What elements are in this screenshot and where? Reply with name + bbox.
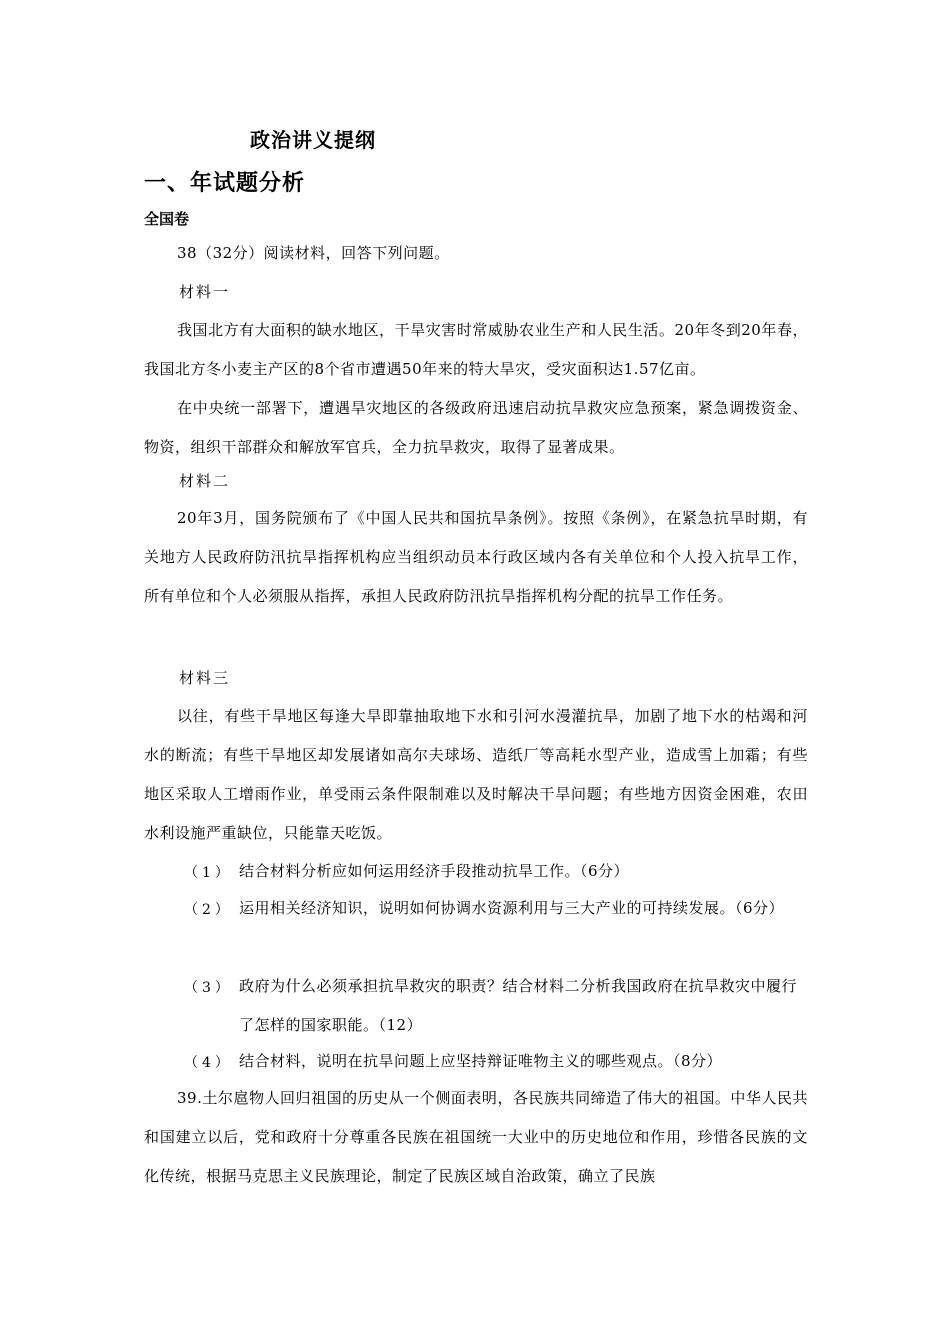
- material-1-label: 材料一: [179, 283, 231, 301]
- question-38-intro: 38（32分）阅读材料，回答下列问题。: [177, 244, 450, 262]
- question-1-number: （1）: [184, 865, 233, 881]
- question-1-text: 结合材料分析应如何运用经济手段推动抗旱工作。（6分）: [239, 862, 630, 880]
- document-title: 政治讲义提纲: [250, 128, 376, 152]
- question-2-number: （2）: [184, 902, 233, 918]
- material-2-paragraph: 20年3月，国务院颁布了《中国人民共和国抗旱条例》。按照《条例》，在紧急抗旱时期，有关地方人民政府防汛抗旱指挥机构应当组织动员本行政区域内各有关单位和个人投入抗旱工作，所有单位和个人必须服从指挥，承担人民政府防汛抗旱指挥机构分配的抗旱工作任务。: [144, 509, 808, 605]
- material-1-paragraph-2: 在中央统一部署下，遭遇旱灾地区的各级政府迅速启动抗旱救灾应急预案，紧急调拨资金、物资，组织干部群众和解放军官兵，全力抗旱救灾，取得了显著成果。: [144, 399, 808, 456]
- material-2-label: 材料二: [179, 472, 231, 490]
- question-39-paragraph: 39.土尔扈物人回归祖国的历史从一个侧面表明，各民族共同缔造了伟大的祖国。中华人民共和国建立以后，党和政府十分尊重各民族在祖国统一大业中的历史地位和作用，珍惜各民族的文化传统，根据马克思主义民族理论，制定了民族区域自治政策，确立了民族: [144, 1089, 808, 1185]
- subsection-heading: 全国卷: [144, 210, 190, 228]
- material-3-label: 材料三: [179, 669, 231, 687]
- question-3-number: （3）: [184, 980, 233, 996]
- question-2-text: 运用相关经济知识，说明如何协调水资源利用与三大产业的可持续发展。（6分）: [239, 899, 785, 917]
- question-3-text: 政府为什么必须承担抗旱救灾的职责？结合材料二分析我国政府在抗旱救灾中履行了怎样的国家职能。（12）: [239, 977, 798, 1034]
- question-4-text: 结合材料，说明在抗旱问题上应坚持辩证唯物主义的哪些观点。（8分）: [239, 1052, 723, 1070]
- section-heading: 一、年试题分析: [144, 170, 306, 196]
- question-4-number: （4）: [184, 1055, 233, 1071]
- material-1-paragraph-1: 我国北方有大面积的缺水地区，干旱灾害时常威胁农业生产和人民生活。20年冬到20年春，我国北方冬小麦主产区的8个省市遭遇50年来的特大旱灾，受灾面积达1.57亿亩。: [144, 321, 808, 378]
- material-3-paragraph: 以往，有些干旱地区每逢大旱即靠抽取地下水和引河水漫灌抗旱，加剧了地下水的枯竭和河水的断流；有些干旱地区却发展诸如高尔夫球场、造纸厂等高耗水型产业，造成雪上加霜；有些地区采取人工增雨作业，单受雨云条件限制难以及时解决干旱问题；有些地方因资金困难，农田水利设施严重缺位，只能靠天吃饭。: [144, 707, 808, 842]
